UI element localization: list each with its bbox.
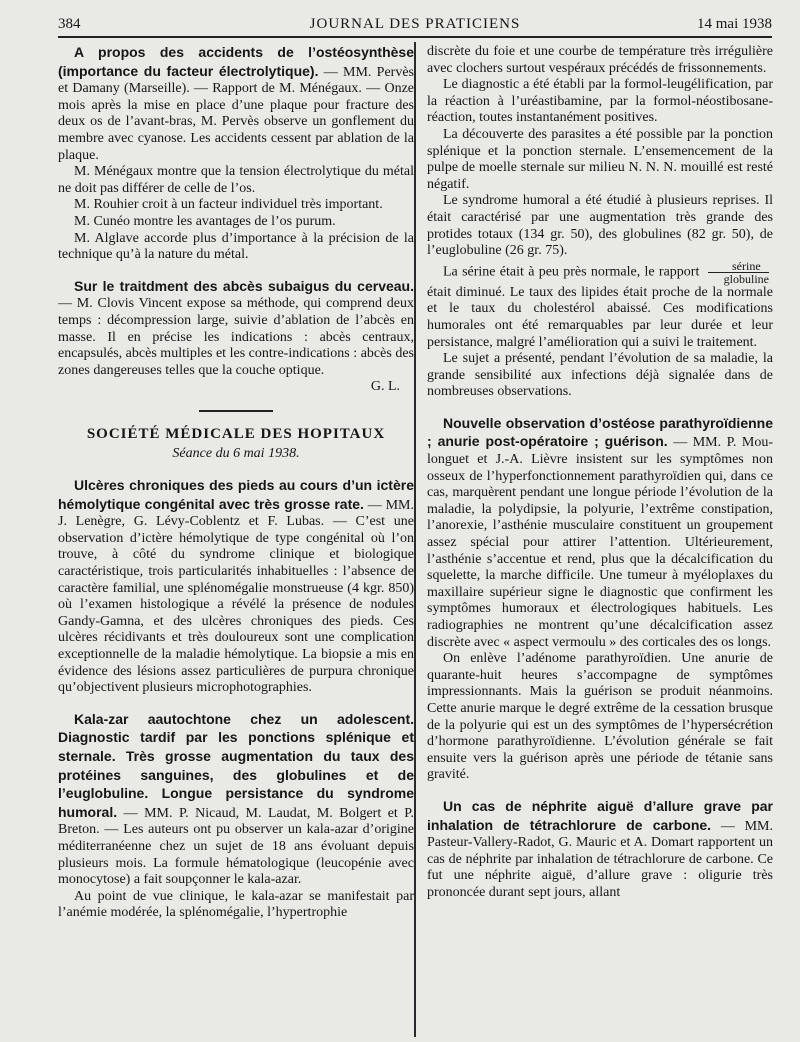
article-nephrite <box>427 798 773 902</box>
article-body: insistent sur les symptômes non osseux de l’hyperfonctionnement parathyroïdien qui, dans ce cas, marquèrent pendant une longue période l’évolution de la maladie, la polydipsie, la polyurie, l’extrême constipation, l’anorexie, l’asthénie musculaire constituent un groupement assez spécial pour attirer l’attention. Ultérieurement, l’asthénie s’accentue et rend, plus que la décalcification du squelette, la marche difficile. Une tumeur à myéloplaxes du maxillaire supérieur signe le diagnostic que confirment les symptômes humoraux et électrologiques habituels. Les radiographies ne montrent qu’une décalcification assez discrète avec « aspect vermoulu » des corticales des os longs. <box>427 452 773 650</box>
paragraph: Le diagnostic a été établi par la formol-leugélification, par la réaction à l’uréastibamine, par la formol-néostibosane-réaction, toutes instantanément positives. <box>427 77 773 126</box>
paragraph: M. Ménégaux montre que la tension électrolytique du métal ne doit pas différer de celle de l’os. <box>58 164 414 196</box>
article-authors: — MM. P. Nicaud, M. Laudat, M. Bolgert et P. Breton. <box>58 805 415 838</box>
paragraph: M. Alglave accorde plus d’importance à la précision de la technique qu’à la nature du métal. <box>58 230 414 263</box>
article-authors: — MM. P. Mou-longuet et J.-A. Lièvre <box>427 435 774 468</box>
paragraph: M. Cunéo montre les avantages de l’os purum. <box>74 213 336 229</box>
article-title: Sur le traitdment des abcès subaigus du cerveau. <box>74 277 414 294</box>
paragraph: Au point de vue clinique, le kala-azar se manifestait par l’anémie modérée, la splénomégalie, l’hypertrophie <box>58 888 414 921</box>
column-divider <box>414 42 416 1037</box>
session-date: Séance du 6 mai 1938. <box>172 446 300 462</box>
article-ulceres <box>58 477 414 697</box>
paragraph: Le sujet a présenté, pendant l’évolution de sa maladie, la grande sensibilité aux infections déjà signalée dans de nombreuses observations. <box>427 351 773 400</box>
fraction-denominator: globuline <box>723 271 769 286</box>
article-title: Kala-zar aautochtone chez un adolescent. Diagnostic tardif par les ponctions splénique et sternale. Très grosse augmentation du taux des protéines sanguines, des globulines et de l’euglobuline. Longue persistance du syndrome humoral. <box>58 710 414 820</box>
society-title: SOCIÉTÉ MÉDICALE DES HOPITAUX <box>86 425 386 442</box>
article-body: — Les auteurs ont pu observer un kala-azar d’origine méditerranéenne chez un sujet de 18 ans évoluant depuis plusieurs mois. La formule hématologique (leucopénie avec monocytose) a fait soupçonner le kala-azar. <box>58 822 415 888</box>
section-separator <box>199 410 273 412</box>
author-signature: G. L. <box>370 379 400 395</box>
paragraph: On enlève l’adénome parathyroïdien. Une anurie de quarante-huit heures s’accompagne de symptômes impressionnants. Mais la guérison se produit néanmoins. Cette anurie marque le degré extrême de la cessation brusque de la polyurie qui est un des symptômes de l’hypersécrétion d’hormone parathyroïdienne. L’évolution générale se fait ensuite vers la guérison après une période de tétanie sans gravité. <box>427 651 773 783</box>
paragraph: discrète du foie et une courbe de température très irrégulière avec clochers surtout vespéraux précédés de frissonnements. <box>427 44 773 76</box>
article-authors: — MM. Pervès et Damany (Marseille). — Rapport de M. Ménégaux. — <box>58 64 414 97</box>
article-body: — MM. J. Lenègre, G. Lévy-Coblentz et F. Lubas. — C’est une observation d’ictère hémolytique de type congénital où l’on trouve, à côté du syndrome clinique et biologique caractéristique, trois particularités inhabituelles : l’absence de caractère familial, une splénomégalie monstrueuse (4 kgr. 850) où l’examen histologique a révélé la présence de nodules Gandy-Gamna, et des ulcères chroniques des pieds. Ces ulcères récidivants et très douloureux sont une complication exceptionnelle de la maladie hémolytique. La biopsie a mis en évidence des lésions assez particulières de purpura chronique qu’objectivent plusieurs microphotographies. <box>58 497 414 696</box>
left-column <box>58 44 414 922</box>
article-body: Onze mois après la mise en place d’une plaque pour fracture des deux os de l’avant-bras, M. Pervès observe un gonflement du membre avec cyanose. Les accidents cessent par ablation de la plaque. <box>58 81 414 163</box>
article-body: rapportent un cas de néphrite par inhalation de tétrachlorure de carbone. Ce fut une néphrite aiguë, d’allure grave : oligurie très prononcée durant sept jours, allant <box>427 835 774 900</box>
paragraph-ratio: La sérine était à peu près normale, le rapport $\frac{\text{sérine}}{\text{globuline}}$ était diminué. Le taux des lipides était proche de la normale et le taux du cholestérol abaissé. Ces modifications humorales ont été remarquables par leur durée et leur persistance, malgré l’amélioration qui a suivi le traitement. <box>427 258 773 350</box>
article-title: Un cas de néphrite aiguë d’allure grave par inhalation de tétrachlorure de carbone. <box>427 797 773 833</box>
article-title: A propos des accidents de l’ostéosynthèse (importance du facteur électrolytique). <box>58 44 414 79</box>
paragraph: M. Rouhier croit à un facteur individuel très important. <box>74 197 383 213</box>
article-kala-azar <box>58 711 414 889</box>
article-abces <box>58 278 414 380</box>
paragraph: La découverte des parasites a été possible par la ponction splénique et la ponction sternale. L’ensemencement de la pulpe de moelle sternale sur milieu N. N. N. mouillé est resté négatif. <box>427 126 773 192</box>
article-title: Nouvelle observation d’ostéose parathyroïdienne ; anurie post-opératoire ; guérison. <box>427 414 773 450</box>
paragraph: Le syndrome humoral a été étudié à plusieurs reprises. Il était caractérisé par une augmentation très grande des protides totaux (134 gr. 50), des globulines (82 gr. 50), de l’euglobuline (26 gr. 75). <box>427 193 773 259</box>
article-osteosynthese <box>58 44 414 164</box>
serine-globuline-ratio <box>708 260 769 285</box>
issue-date: 14 mai 1938 <box>697 16 772 32</box>
right-column <box>427 44 773 902</box>
fraction-numerator: sérine <box>708 260 769 273</box>
page-number: 384 <box>58 16 81 32</box>
journal-title: JOURNAL DES PRATICIENS <box>309 16 521 32</box>
page-header <box>58 8 772 38</box>
article-body: — M. Clovis Vincent expose sa méthode, qui comprend deux temps : décompression large, suivie d’ablation de l’abcès en masse. Il en précise les indications : abcès centraux, encapsulés, abcès multiples et les contre-indications : abcès des zones dangereuses telles que la couche optique. <box>58 296 414 378</box>
article-authors: — MM. Pasteur-Vallery-Radot, G. Mauric et A. Domart <box>427 818 773 851</box>
article-title: Ulcères chroniques des pieds au cours d’un ictère hémolytique congénital avec très grosse rate. <box>58 477 414 512</box>
article-osteose <box>427 415 773 651</box>
